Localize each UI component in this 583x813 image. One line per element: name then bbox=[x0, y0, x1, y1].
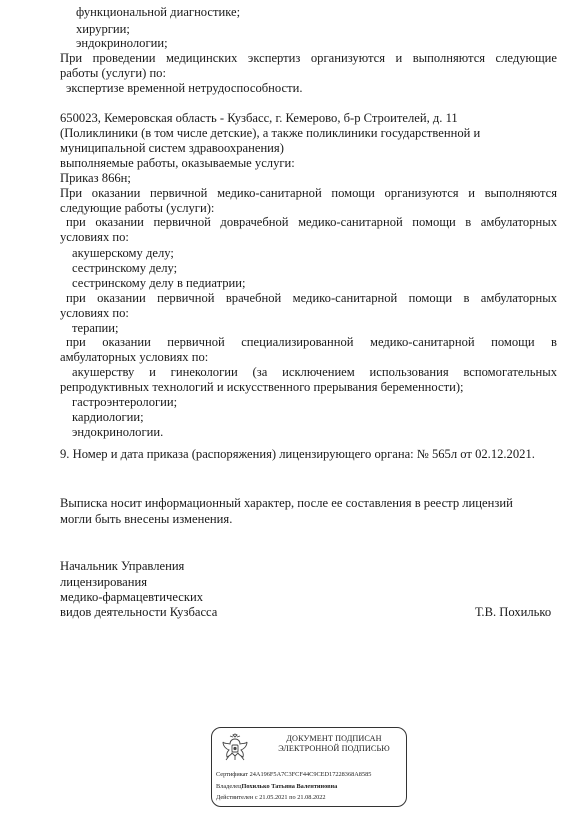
text-line: акушерству и гинекологии (за исключением использования вспомогательных bbox=[72, 365, 557, 379]
certificate-number: Сертификат 24A196F5A7C3FCF44C9CED17228368A8585 bbox=[216, 771, 372, 778]
text-line: Приказ 866н; bbox=[60, 171, 131, 185]
text-line: муниципальной систем здравоохранения) bbox=[60, 141, 284, 155]
text-line: репродуктивных технологий и искусственного прерывания беременности); bbox=[60, 380, 464, 394]
text-line: гастроэнтерологии; bbox=[72, 395, 178, 409]
text-line: при оказании первичной врачебной медико-санитарной помощи в амбулаторных bbox=[66, 291, 557, 305]
order-number-line: 9. Номер и дата приказа (распоряжения) лицензирующего органа: № 565л от 02.12.2021. bbox=[60, 447, 535, 461]
text-line: функциональной диагностике; bbox=[76, 5, 241, 19]
disclaimer-line: Выписка носит информационный характер, после ее составления в реестр лицензий bbox=[60, 496, 513, 510]
russian-coat-of-arms-icon bbox=[219, 732, 251, 764]
text-line: акушерскому делу; bbox=[72, 246, 174, 260]
text-line: следующие работы (услуги): bbox=[60, 201, 215, 215]
text-line: работы (услуги) по: bbox=[60, 66, 166, 80]
electronic-signature-stamp bbox=[211, 727, 407, 807]
certificate-validity: Действителен с 21.05.2021 по 21.08.2022 bbox=[216, 794, 326, 801]
text-line: условиях по: bbox=[60, 306, 129, 320]
signature-stamp-title bbox=[264, 734, 404, 754]
text-line: (Поликлиники (в том числе детские), а также поликлиники государственной и bbox=[60, 126, 481, 140]
text-line: при оказании первичной специализированной медико-санитарной помощи в bbox=[66, 335, 557, 349]
address-line: 650023, Кемеровская область - Кузбасс, г. Кемерово, б-р Строителей, д. 11 bbox=[60, 111, 458, 125]
owner-label: Владелец bbox=[216, 783, 242, 790]
text-line: амбулаторных условиях по: bbox=[60, 350, 209, 364]
text-line: кардиологии; bbox=[72, 410, 144, 424]
signature-stamp-title-line: ЭЛЕКТРОННОЙ ПОДПИСЬЮ bbox=[278, 744, 390, 753]
text-line: хирургии; bbox=[76, 22, 130, 36]
signatory-title-line: медико-фармацевтических bbox=[60, 590, 204, 604]
text-line: эндокринологии. bbox=[72, 425, 164, 439]
text-line: экспертизе временной нетрудоспособности. bbox=[66, 81, 303, 95]
text-line: При проведении медицинских экспертиз организуются и выполняются следующие bbox=[60, 51, 557, 65]
text-line: сестринскому делу в педиатрии; bbox=[72, 276, 246, 290]
signatory-title-line: лицензирования bbox=[60, 575, 148, 589]
text-line: эндокринологии; bbox=[76, 36, 168, 50]
signatory-title-line: видов деятельности Кузбасса bbox=[60, 605, 218, 619]
text-line: терапии; bbox=[72, 321, 119, 335]
disclaimer-line: могли быть внесены изменения. bbox=[60, 512, 233, 526]
signatory-title-line: Начальник Управления bbox=[60, 559, 185, 573]
text-line: При оказании первичной медико-санитарной помощи организуются и выполняются bbox=[60, 186, 557, 200]
owner-name: Похилько Татьяна Валентиновна bbox=[241, 783, 338, 790]
certificate-owner bbox=[216, 783, 337, 791]
text-line: сестринскому делу; bbox=[72, 261, 178, 275]
signature-stamp-title-line: ДОКУМЕНТ ПОДПИСАН bbox=[286, 734, 382, 743]
text-line: при оказании первичной доврачебной медико-санитарной помощи в амбулаторных bbox=[66, 215, 557, 229]
signer-name: Т.В. Похилько bbox=[475, 605, 552, 619]
text-line: выполняемые работы, оказываемые услуги: bbox=[60, 156, 295, 170]
text-line: условиях по: bbox=[60, 230, 129, 244]
